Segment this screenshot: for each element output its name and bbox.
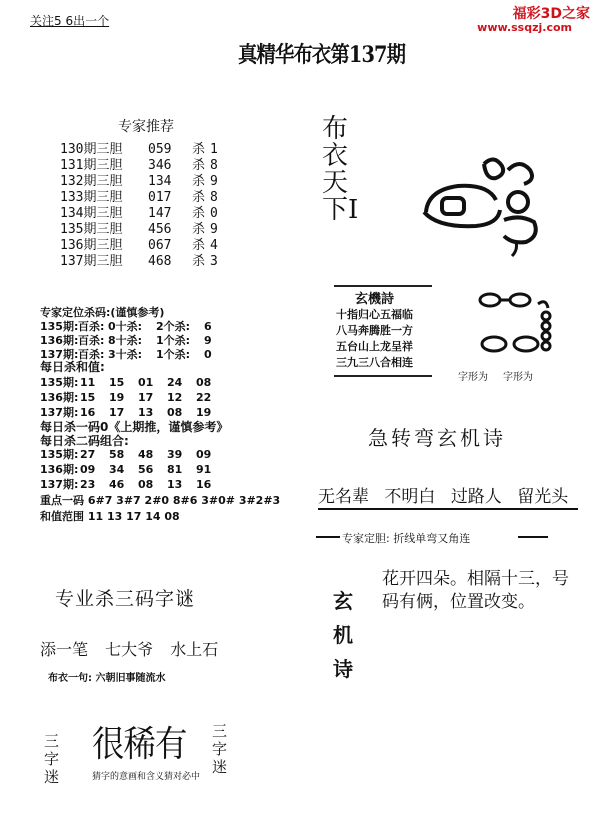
row-numbers: 346 bbox=[148, 158, 172, 173]
big-riddle-word: 很稀有 bbox=[92, 724, 187, 765]
row-issue: 135期: bbox=[40, 376, 79, 389]
row-numbers: 059 bbox=[148, 142, 172, 157]
row-numbers: 067 bbox=[148, 238, 172, 253]
row-numbers: 456 bbox=[148, 222, 172, 237]
two-combo-heading: 每日杀二码组合: bbox=[40, 434, 129, 448]
kill-cell: 百杀: bbox=[78, 348, 105, 361]
row-numbers: 017 bbox=[148, 190, 172, 205]
riddle-word: 七大爷 bbox=[105, 640, 154, 659]
row-issue: 135期: bbox=[40, 448, 79, 461]
sum-range-line: 和值范围 11 13 17 14 08 bbox=[40, 510, 180, 523]
expert-heading: 专家推荐 bbox=[118, 119, 174, 135]
glyph-label-right: 字形为 bbox=[503, 372, 533, 383]
riddle-words bbox=[40, 637, 230, 660]
row-number: 15 bbox=[109, 376, 125, 389]
row-kill-label: 杀 bbox=[192, 254, 206, 269]
row-number: 13 bbox=[167, 478, 183, 491]
row-number: 08 bbox=[138, 478, 154, 491]
poem-line: 八马奔腾胜一方 bbox=[336, 324, 413, 337]
row-kill-label: 杀 bbox=[192, 158, 206, 173]
row-issue: 137期: bbox=[40, 478, 79, 491]
riddle-word: 添一笔 bbox=[40, 640, 89, 659]
row-number: 01 bbox=[138, 376, 154, 389]
row-kill-label: 杀 bbox=[192, 238, 206, 253]
row-kill-number: 0 bbox=[210, 206, 218, 221]
riddle-phrase: 无名辈 bbox=[318, 487, 369, 507]
kill-cell: 1个杀: bbox=[156, 334, 191, 347]
row-number: 34 bbox=[109, 463, 125, 476]
row-number: 16 bbox=[196, 478, 212, 491]
row-number: 15 bbox=[80, 391, 96, 404]
row-issue: 136期: bbox=[40, 463, 79, 476]
row-number: 91 bbox=[196, 463, 212, 476]
row-kill-number: 8 bbox=[210, 158, 218, 173]
row-issue: 131期三胆 bbox=[60, 158, 123, 173]
row-number: 19 bbox=[109, 391, 125, 404]
riddle-phrases bbox=[318, 482, 578, 510]
sum-row bbox=[40, 374, 225, 390]
sanma-title: 专业杀三码字谜 bbox=[55, 588, 196, 610]
glyph-label-left: 字形为 bbox=[458, 372, 488, 383]
expert-row bbox=[60, 250, 218, 269]
combo-row bbox=[40, 446, 225, 462]
row-issue: 136期三胆 bbox=[60, 238, 123, 253]
riddle-phrase: 留光头 bbox=[517, 487, 569, 507]
row-number: 09 bbox=[196, 448, 212, 461]
row-number: 13 bbox=[138, 406, 154, 419]
row-issue: 136期: bbox=[40, 391, 79, 404]
row-number: 09 bbox=[80, 463, 96, 476]
brand-logo-text[interactable]: 福彩3D之家 bbox=[512, 6, 590, 22]
row-number: 27 bbox=[80, 448, 96, 461]
row-number: 16 bbox=[80, 406, 96, 419]
kill-cell: 137期: bbox=[40, 348, 79, 361]
row-kill-number: 8 bbox=[210, 190, 218, 205]
kill-cell: 百杀: bbox=[78, 320, 105, 333]
kill-cell: 136期: bbox=[40, 334, 79, 347]
kill-cell: 8十杀: bbox=[108, 334, 143, 347]
row-number: 11 bbox=[80, 376, 96, 389]
kill-cell: 135期: bbox=[40, 320, 79, 333]
budai-saying: 布衣一句: 六朝旧事随流水 bbox=[48, 673, 166, 684]
row-number: 58 bbox=[109, 448, 125, 461]
kill-cell: 6 bbox=[204, 320, 212, 333]
budai-vertical-title: 布衣天下I bbox=[322, 114, 359, 225]
kill-heading: 专家定位杀码:(谨慎参考) bbox=[40, 306, 165, 319]
row-number: 81 bbox=[167, 463, 183, 476]
sanzimi-left: 三字迷 bbox=[44, 732, 60, 786]
huakai-text: 花开四朵。相隔十三，号码有俩，位置改变。 bbox=[382, 569, 569, 612]
kill-one-line: 每日杀一码0《上期推，谨慎参考》 bbox=[40, 420, 229, 434]
xuanji-vertical: 玄机诗 bbox=[333, 589, 353, 681]
riddle-phrase: 过路人 bbox=[450, 487, 502, 507]
row-issue: 134期三胆 bbox=[60, 206, 123, 221]
row-number: 19 bbox=[196, 406, 212, 419]
poem-line: 三九三八合相连 bbox=[336, 356, 413, 369]
row-issue: 137期三胆 bbox=[60, 254, 123, 269]
row-kill-number: 3 bbox=[210, 254, 218, 269]
page-title: 真精华布衣第137期 bbox=[238, 42, 406, 68]
combo-row bbox=[40, 476, 225, 492]
row-number: 22 bbox=[196, 391, 212, 404]
sum-heading: 每日杀和值: bbox=[40, 360, 105, 374]
poem-line: 五台山上龙呈祥 bbox=[336, 340, 413, 353]
kill-cell: 0十杀: bbox=[108, 320, 143, 333]
row-kill-number: 4 bbox=[210, 238, 218, 253]
sanzimi-right: 三字迷 bbox=[212, 722, 228, 776]
expert-dan-line: 专家定胆: 折线单弯又角连 bbox=[342, 532, 471, 545]
row-kill-label: 杀 bbox=[192, 142, 206, 157]
ancient-glyph-image bbox=[418, 150, 558, 260]
brand-url[interactable]: www.ssqzj.com bbox=[477, 21, 572, 34]
row-number: 56 bbox=[138, 463, 154, 476]
row-number: 24 bbox=[167, 376, 183, 389]
kill-cell: 0 bbox=[204, 348, 212, 361]
row-kill-label: 杀 bbox=[192, 222, 206, 237]
row-issue: 137期: bbox=[40, 406, 79, 419]
riddle-poem-title: 急转弯玄机诗 bbox=[368, 426, 506, 450]
kill-cell: 2个杀: bbox=[156, 320, 191, 333]
poem-glyph-image bbox=[476, 290, 566, 360]
key-code-line: 重点一码 6#7 3#7 2#0 8#6 3#0# 3#2#3 bbox=[40, 494, 281, 507]
row-number: 17 bbox=[138, 391, 154, 404]
riddle-note: 猜字的意画和含义猜对必中 bbox=[92, 772, 201, 782]
divider-right bbox=[518, 536, 548, 538]
top-note: 关注5 6出一个 bbox=[30, 14, 110, 28]
row-kill-label: 杀 bbox=[192, 174, 206, 189]
row-numbers: 147 bbox=[148, 206, 172, 221]
row-number: 23 bbox=[80, 478, 96, 491]
row-kill-number: 1 bbox=[210, 142, 218, 157]
row-kill-number: 9 bbox=[210, 174, 218, 189]
combo-row bbox=[40, 461, 225, 477]
row-issue: 135期三胆 bbox=[60, 222, 123, 237]
row-number: 39 bbox=[167, 448, 183, 461]
riddle-word: 水上石 bbox=[170, 640, 219, 659]
kill-cell: 百杀: bbox=[78, 334, 105, 347]
row-kill-number: 9 bbox=[210, 222, 218, 237]
sum-row bbox=[40, 389, 225, 405]
row-numbers: 134 bbox=[148, 174, 172, 189]
poem-title: 玄機詩 bbox=[355, 292, 395, 307]
row-number: 46 bbox=[109, 478, 125, 491]
row-issue: 133期三胆 bbox=[60, 190, 123, 205]
row-issue: 132期三胆 bbox=[60, 174, 123, 189]
row-kill-label: 杀 bbox=[192, 206, 206, 221]
row-numbers: 468 bbox=[148, 254, 172, 269]
kill-cell: 1个杀: bbox=[156, 348, 191, 361]
row-number: 17 bbox=[109, 406, 125, 419]
row-number: 48 bbox=[138, 448, 154, 461]
riddle-phrase: 不明白 bbox=[384, 487, 436, 507]
row-number: 08 bbox=[167, 406, 183, 419]
row-number: 08 bbox=[196, 376, 212, 389]
row-issue: 130期三胆 bbox=[60, 142, 123, 157]
kill-cell: 9 bbox=[204, 334, 212, 347]
row-kill-label: 杀 bbox=[192, 190, 206, 205]
kill-cell: 3十杀: bbox=[108, 348, 143, 361]
divider-left bbox=[316, 536, 340, 538]
poem-line: 十指归心五福临 bbox=[336, 308, 413, 321]
row-number: 12 bbox=[167, 391, 183, 404]
